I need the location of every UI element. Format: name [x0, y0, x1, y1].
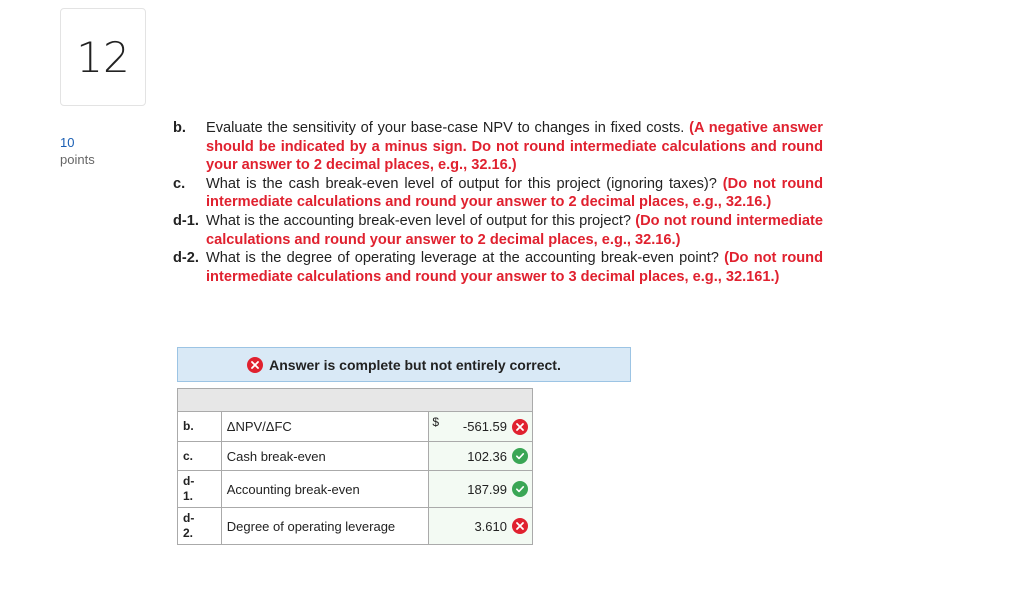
correct-icon — [512, 448, 528, 464]
question-list — [173, 119, 823, 286]
answer-input[interactable]: -561.59 — [462, 419, 507, 434]
question-item — [173, 175, 823, 212]
table-row — [178, 412, 533, 442]
correct-icon — [512, 481, 528, 497]
question-text: What is the accounting break-even level of output for this project? — [206, 212, 632, 229]
x-circle-icon — [247, 357, 263, 373]
table-row — [178, 471, 533, 508]
answer-label: d- 1. — [178, 471, 222, 508]
question-item — [173, 119, 823, 175]
result-banner-text: Answer is complete but not entirely correct. — [269, 356, 561, 373]
points-label: points — [60, 152, 95, 167]
question-label: d-1. — [173, 212, 199, 229]
question-number-box — [60, 8, 146, 106]
question-instruction: (Do not round intermediate calculations and round your answer to 3 decimal places, e.g., 32.161.) — [206, 250, 823, 285]
answer-label: b. — [178, 412, 222, 442]
question-text: What is the cash break-even level of output for this project (ignoring taxes)? — [206, 175, 717, 192]
answer-label: d- 2. — [178, 508, 222, 545]
table-row — [178, 442, 533, 471]
answer-label: c. — [178, 442, 222, 471]
question-item — [173, 212, 823, 249]
points-value: 10 — [60, 135, 75, 150]
incorrect-icon — [512, 419, 528, 435]
question-text: Evaluate the sensitivity of your base-case NPV to changes in fixed costs. — [206, 120, 685, 136]
answer-input[interactable]: 3.610 — [474, 518, 507, 534]
currency-symbol: $ — [432, 415, 440, 429]
question-instruction: (A negative answer should be indicated by a minus sign. Do not round intermediate calculations and round your answer to 2 decimal places, e.g., 32.16.) — [206, 120, 823, 174]
answer-input[interactable]: 102.36 — [467, 448, 507, 464]
question-number: 12 — [76, 32, 130, 82]
question-item — [173, 249, 823, 286]
answer-description: Accounting break-even — [221, 471, 429, 508]
incorrect-icon — [512, 518, 528, 534]
answer-description: Degree of operating leverage — [221, 508, 429, 545]
question-text: What is the degree of operating leverage at the accounting break-even point? — [206, 250, 719, 267]
question-instruction: (Do not round intermediate calculations and round your answer to 2 decimal places, e.g., 32.16.) — [206, 212, 823, 248]
answer-input[interactable]: 187.99 — [467, 481, 507, 497]
question-label: d-2. — [173, 250, 199, 267]
answer-description: Cash break-even — [221, 442, 429, 471]
answer-description: ΔNPV/ΔFC — [221, 412, 429, 442]
question-instruction: (Do not round intermediate calculations and round your answer to 2 decimal places, e.g., 32.16.) — [206, 175, 823, 211]
question-label: b. — [173, 120, 186, 136]
table-header-row — [178, 389, 533, 412]
result-banner — [177, 347, 631, 382]
answer-table — [177, 388, 533, 545]
question-label: c. — [173, 175, 186, 192]
table-row — [178, 508, 533, 545]
points-indicator — [60, 134, 95, 168]
